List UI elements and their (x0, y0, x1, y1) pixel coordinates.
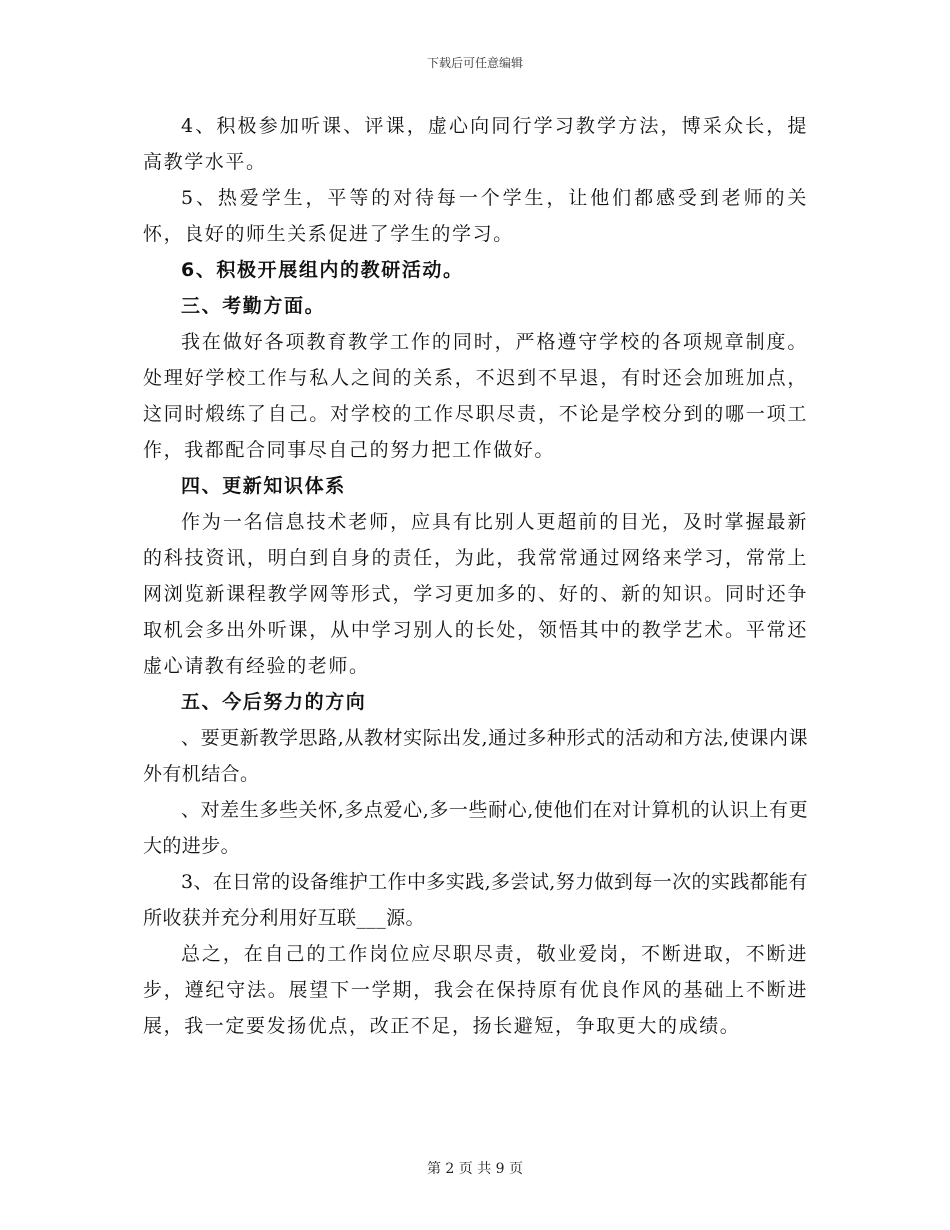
paragraph-attendance: 我在做好各项教育教学工作的同时，严格遵守学校的各项规章制度。处理好学校工作与私人之间的关系，不迟到不早退，有时还会加班加点，这同时煅练了自己。对学校的工作尽职尽责，不论是学校分到的哪一项工作，我都配合同事尽自己的努力把工作做好。 (143, 331, 808, 461)
section-heading-knowledge: 四、更新知识体系 (181, 475, 346, 497)
paragraph-item-5: 5、热爱学生，平等的对待每一个学生，让他们都感受到老师的关怀，良好的师生关系促进了学生的学习。 (143, 187, 808, 245)
section-heading-attendance: 三、考勤方面。 (181, 295, 326, 317)
section-heading-direction: 五、今后努力的方向 (181, 691, 367, 713)
page-header: 下载后可任意编辑 (426, 56, 523, 70)
paragraph-summary: 总之，在自己的工作岗位应尽职尽责，敬业爱岗，不断进取，不断进步，遵纪守法。展望下一学期，我会在保持原有优良作风的基础上不断进展，我一定要发扬优点，改正不足，扬长避短，争取更大的成绩。 (143, 943, 808, 1037)
page-footer: 第 2 页 共 9 页 (426, 1161, 524, 1177)
heading-item-6: 6、积极开展组内的教研活动。 (181, 259, 464, 281)
paragraph-direction-2: 、对差生多些关怀,多点爱心,多一些耐心,使他们在对计算机的认识上有更大的进步。 (143, 799, 808, 857)
paragraph-direction-3: 3、在日常的设备维护工作中多实践,多尝试,努力做到每一次的实践都能有所收获并充分利用好互联___源。 (143, 871, 808, 929)
paragraph-direction-1: 、要更新教学思路,从教材实际出发,通过多种形式的活动和方法,使课内课外有机结合。 (143, 727, 808, 785)
paragraph-item-4: 4、积极参加听课、评课，虚心向同行学习教学方法，博采众长，提高教学水平。 (143, 115, 808, 173)
paragraph-knowledge: 作为一名信息技术老师，应具有比别人更超前的目光，及时掌握最新的科技资讯，明白到自身的责任，为此，我常常通过网络来学习，常常上网浏览新课程教学网等形式，学习更加多的、好的、新的知识。同时还争取机会多出外听课，从中学习别人的长处，领悟其中的教学艺术。平常还虚心请教有经验的老师。 (143, 511, 808, 677)
document-body (143, 108, 808, 1044)
